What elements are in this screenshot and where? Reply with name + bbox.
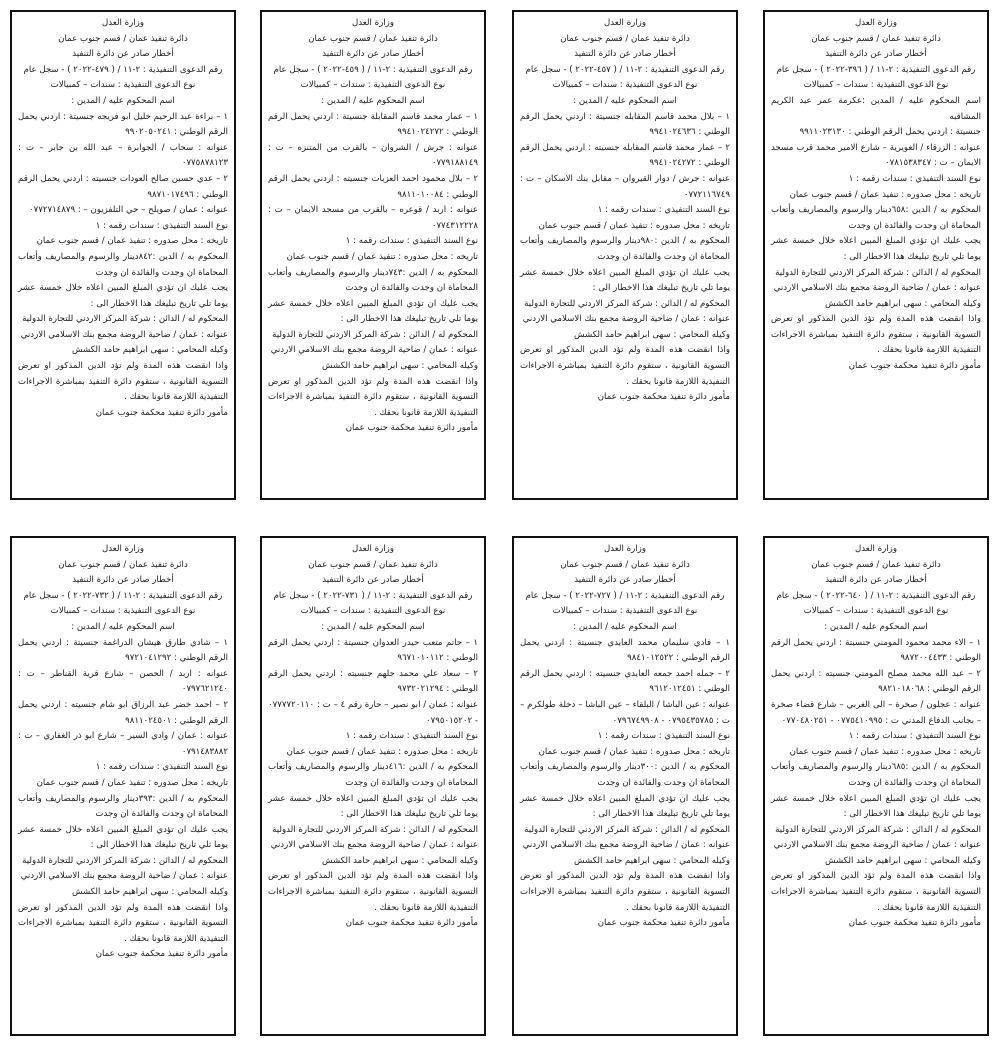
- debtor-details: عنوانه : عمان / وادي السير – شارع ابو ذر الغفاري – ت : ٠٧٩١٤٨٣٨٨٢: [18, 731, 228, 757]
- department-heading: دائرة تنفيذ عمان / قسم جنوب عمان: [308, 33, 438, 44]
- case-number: رقم الدعوى التنفيذية : ٢-١١ / ( ٤٥٩-٢٠٢٢ ) - سجل عام: [273, 64, 473, 75]
- debtor-details: ٢ – عدي حسين صالح العودات جنسيته : اردني يحمل الرقم الوطني : ٩٨٧١٠١٧٤٩٦: [18, 173, 228, 200]
- creditor: المحكوم له / الدائن : شركة المركز الاردني للتجارة الدولية: [22, 855, 228, 866]
- bond-type: نوع السند التنفيذي : سندات رقمه : ١: [597, 205, 730, 216]
- issue-place: تاريخه : محل صدوره : تنفيذ عمان / قسم جنوب عمان: [789, 189, 981, 200]
- creditor: المحكوم له / الدائن : شركة المركز الاردني للتجارة الدولية: [524, 298, 730, 309]
- creditor-lawyer: وكيله المحامي : سهى ابراهيم حامد الكشش: [72, 345, 228, 356]
- debtor-details: عنوانه : جرش / الشروان – بالقرب من المتنزه – ت : ٠٧٧٩١٨٨١٤٩: [268, 142, 478, 169]
- debtor-details: جنسيتة : اردني يحمل الرقم الوطني : ٩٩١١٠٢٣١٣٠: [799, 127, 981, 138]
- debtor-details: عنوانه : عمان / صويلح – حي التلفزيون – : ٠٧٧٢٧١٤٨٧٩: [28, 205, 228, 216]
- debtor-details: عنوانه : عمان / ابو نصير – حارة رقم ٤ – ت : ٠٧٧٧٧٢٠١١٠ - ٠٧٩٥٠١٥٢٠٢: [268, 699, 478, 726]
- execution-notice: [260, 536, 486, 1036]
- creditor: المحكوم له / الدائن : شركة المركز الاردني للتجارة الدولية: [272, 824, 478, 835]
- case-number: رقم الدعوى التنفيذية : ٢-١١ / ( ٤٥٧-٢٠٢٢ ) - سجل عام: [525, 64, 725, 75]
- bond-type: نوع السند التنفيذي : سندات رقمه : ١: [848, 173, 981, 184]
- case-number: رقم الدعوى التنفيذية : ٢-١١ / ( ٣٩٦-٢٠٢٢ ) - سجل عام: [776, 64, 976, 75]
- debtor-details: ١ – الاء محمد محمود المومني جنسيتة : اردني يحمل الرقم الوطني : ٩٨٧٢٠٠٤٤٣٣: [771, 637, 981, 664]
- ministry-heading: وزارة العدل: [102, 544, 144, 554]
- debtor-details: عنوانه : اربد / الحصن – شارع قرية القناطر – ت : ٠٧٩٧٦٢١٢٤٠: [18, 668, 228, 695]
- judgment-amount: المحكوم به / الدين :٨٤٢دينار والرسوم والمصاريف وأتعاب المحاماة ان وجدت والفائدة ان وجدت: [18, 251, 228, 278]
- debtor-label: اسم المحكوم عليه / المدين :: [573, 95, 677, 106]
- debtor-details: ١ – بلال محمد قاسم المقابله جنسيتة : اردني يحمل الرقم الوطني : ٩٩٤١٠٢٤٦٣٦: [520, 111, 730, 138]
- creditor: المحكوم له / الدائن : شركة المركز الاردني للتجارة الدولية: [524, 824, 730, 835]
- signature: مأمور دائرة تنفيذ محكمة جنوب عمان: [345, 918, 478, 929]
- case-type: نوع الدعوى التنفيذية : سندات – كمبيالات: [300, 80, 446, 91]
- execution-notice: [10, 536, 236, 1036]
- notice-title: أخطار صادر عن دائرة التنفيذ: [825, 49, 927, 60]
- creditor-address: عنوانه : عمان / ضاحية الروضة مجمع بنك الاسلامي الاردني: [270, 840, 478, 851]
- debtor-label: اسم المحكوم عليه / المدين :: [71, 95, 175, 106]
- notice-title: أخطار صادر عن دائرة التنفيذ: [825, 575, 927, 586]
- debtor-label: اسم المحكوم عليه / المدين :: [321, 621, 425, 632]
- bond-type: نوع السند التنفيذي : سندات رقمه : ١: [848, 731, 981, 742]
- execution-notice: [10, 10, 236, 500]
- signature: مأمور دائرة تنفيذ محكمة جنوب عمان: [597, 392, 730, 403]
- execution-notice: [763, 10, 989, 500]
- signature: مأمور دائرة تنفيذ محكمة جنوب عمان: [848, 361, 981, 372]
- issue-place: تاريخه : محل صدوره : تنفيذ عمان / قسم جنوب عمان: [286, 251, 478, 262]
- final-warning: واذا انقضت هذه المدة ولم تؤد الدين المذكور او تعرض التسوية القانونية ، ستقوم دائرة التنفيذ بمباشرة الاجراءات التنفيذية اللازمة قانونا بحقك .: [520, 871, 730, 913]
- debtor-label: اسم المحكوم عليه / المدين :: [824, 621, 928, 632]
- debtor-label: اسم المحكوم عليه / المدين :: [71, 621, 175, 632]
- debtor-details: ٢ – عبد الله محمد مصلح المومني جنسيته : اردني يحمل الرقم الوطني : ٩٨٢١٠١٨٠٦٨: [771, 668, 981, 695]
- creditor-lawyer: وكيله المحامي : سهى ابراهيم حامد الكشش: [825, 298, 981, 309]
- debtor-details: ١ – شادي طارق هيشان الدراغمة جنسيتة : اردني يحمل الرقم الوطني : ٩٧٢١٠٤١٢٩٢: [18, 637, 228, 664]
- bond-type: نوع السند التنفيذي : سندات رقمه : ١: [597, 731, 730, 742]
- debtor-details: ٢ – سعاد علي محمد جلهم جنسيته : اردني يحمل الرقم الوطني : ٩٧٣٢٠٢١٢٩٤: [268, 668, 478, 695]
- case-number: رقم الدعوى التنفيذية : ٢-١١ / ( ٧٣٢-٢٠٢٢ ) - سجل عام: [23, 590, 223, 601]
- notice-title: أخطار صادر عن دائرة التنفيذ: [72, 49, 174, 60]
- notice-title: أخطار صادر عن دائرة التنفيذ: [574, 575, 676, 586]
- case-number: رقم الدعوى التنفيذية : ٢-١١ / ( ٤٧٩-٢٠٢٢ ) - سجل عام: [23, 64, 223, 75]
- creditor-lawyer: وكيله المحامي : سهى ابراهيم حامد الكشش: [72, 887, 228, 898]
- case-number: رقم الدعوى التنفيذية : ٢-١١ / ( ٧٣١-٢٠٢٢ ) - سجل عام: [273, 590, 473, 601]
- judgment-amount: المحكوم به / الدين :٦٥٨دينار والرسوم والمصاريف وأتعاب المحاماة ان وجدت والفائدة ان وجدت: [771, 205, 981, 231]
- department-heading: دائرة تنفيذ عمان / قسم جنوب عمان: [58, 559, 188, 570]
- creditor-address: عنوانه : عمان / ضاحية الروضة مجمع بنك الاسلامي الاردني: [20, 329, 228, 340]
- debtor-details: ١ – فادي سليمان محمد العايدي جنسيتة : اردني يحمل الرقم الوطني : ٩٨٤١٠١٢٥٢٢: [520, 637, 730, 664]
- issue-place: تاريخه : محل صدوره : تنفيذ عمان / قسم جنوب عمان: [538, 746, 730, 757]
- department-heading: دائرة تنفيذ عمان / قسم جنوب عمان: [58, 33, 188, 44]
- debtor-details: ٢ – عمار محمد قاسم المقابله جنسيته : اردني يحمل الرقم الوطني : ٩٩٤١٠٢٤٢٧٢: [520, 142, 730, 169]
- debtor-details: عنوانه : عجلون / صخرة – الى الغربي – شارع قضاء صخرة – بجانب الدفاع المدني ت : ٠٧٧٥٤١٠٩٩٥ - ٠٧٧٠٤٨٠٢٥١: [771, 699, 981, 726]
- issue-place: تاريخه : محل صدوره : تنفيذ عمان / قسم جنوب عمان: [789, 746, 981, 757]
- creditor-lawyer: وكيله المحامي : سهى ابراهيم حامد الكشش: [322, 361, 478, 372]
- issue-place: تاريخه : محل صدوره : تنفيذ عمان / قسم جنوب عمان: [538, 220, 730, 231]
- signature: مأمور دائرة تنفيذ محكمة جنوب عمان: [95, 407, 228, 418]
- creditor-address: عنوانه : عمان / ضاحية الروضة مجمع بنك الاسلامي الاردني: [270, 345, 478, 356]
- debtor-details: ٢ – جمله احمد جمعه العايدي جنسيته : اردني يحمل الرقم الوطني : ٩٦١٢٠١٢٤٥١: [520, 668, 730, 695]
- case-type: نوع الدعوى التنفيذية : سندات – كمبيالات: [803, 80, 949, 91]
- creditor-lawyer: وكيله المحامي : سهى ابراهيم حامد الكشش: [322, 855, 478, 866]
- case-type: نوع الدعوى التنفيذية : سندات – كمبيالات: [50, 606, 196, 617]
- debtor-details: ٢ – بلال محمود احمد العزبات جنسيته : اردني يحمل الرقم الوطني : ٩٨١١٠١٠٠٨٤: [268, 173, 478, 200]
- payment-warning: يجب عليك ان تؤدي المبلغ المبين اعلاه خلال خمسة عشر يوما تلي تاريخ تبليغك هذا الاخطار الى :: [771, 236, 981, 262]
- case-type: نوع الدعوى التنفيذية : سندات – كمبيالات: [552, 606, 698, 617]
- creditor: المحكوم له / الدائن : شركة المركز الاردني للتجارة الدولية: [272, 329, 478, 340]
- judgment-amount: المحكوم به / الدين :٩٨٠دينار والرسوم والمصاريف وأتعاب المحاماة ان وجدت والفائدة ان وجدت: [520, 236, 730, 262]
- final-warning: واذا انقضت هذه المدة ولم تؤد الدين المذكور او تعرض التسوية القانونية ، ستقوم دائرة التنفيذ بمباشرة الاجراءات التنفيذية اللازمة قانونا بحقك .: [268, 871, 478, 913]
- payment-warning: يجب عليك ان تؤدي المبلغ المبين اعلاه خلال خمسة عشر يوما تلي تاريخ تبليغك هذا الاخطار الى :: [268, 298, 478, 325]
- creditor-lawyer: وكيله المحامي : سهى ابراهيم حامد الكشش: [825, 855, 981, 866]
- creditor: المحكوم له / الدائن : شركة المركز الاردني للتجارة الدولية: [775, 267, 981, 278]
- ministry-heading: وزارة العدل: [855, 544, 897, 554]
- creditor-address: عنوانه : عمان / ضاحية الروضة مجمع بنك الاسلامي الاردني: [20, 871, 228, 882]
- debtor-details: عنوانه : سحاب / الجوابرة – عبد الله بن جابر – ت : ٠٧٧٥٨٧٨١٢٣: [18, 142, 228, 169]
- notice-title: أخطار صادر عن دائرة التنفيذ: [322, 575, 424, 586]
- department-heading: دائرة تنفيذ عمان / قسم جنوب عمان: [560, 559, 690, 570]
- case-number: رقم الدعوى التنفيذية : ٢-١١ / ( ٦٤٠-٢٠٢٢ ) - سجل عام: [776, 590, 976, 601]
- final-warning: واذا انقضت هذه المدة ولم تؤد الدين المذكور او تعرض التسوية القانونية ، ستقوم دائرة التنفيذ بمباشرة الاجراءات التنفيذية اللازمة قانونا بحقك .: [771, 314, 981, 356]
- creditor-address: عنوانه : عمان / ضاحية الروضة مجمع بنك الاسلامي الاردني: [773, 840, 981, 851]
- execution-notice: [512, 10, 738, 500]
- ministry-heading: وزارة العدل: [352, 18, 394, 28]
- execution-notice: [512, 536, 738, 1036]
- payment-warning: يجب عليك ان تؤدي المبلغ المبين اعلاه خلال خمسة عشر يوما تلي تاريخ تبليغك هذا الاخطار الى :: [520, 793, 730, 820]
- debtor-details: ١ – براءة عبد الرحيم خليل ابو فريجه جنسيتة : اردني يحمل الرقم الوطني : ٩٩٠٢٠٥٠٢٤١: [18, 111, 228, 138]
- creditor: المحكوم له / الدائن : شركة المركز الاردني للتجارة الدولية: [22, 314, 228, 325]
- department-heading: دائرة تنفيذ عمان / قسم جنوب عمان: [811, 33, 941, 44]
- payment-warning: يجب عليك ان تؤدي المبلغ المبين اعلاه خلال خمسة عشر يوما تلي تاريخ تبليغك هذا الاخطار الى :: [18, 283, 228, 309]
- judgment-amount: المحكوم به / الدين :٣٩٣دينار والرسوم والمصاريف وأتعاب المحاماة ان وجدت والفائدة ان وجدت: [18, 793, 228, 820]
- final-warning: واذا انقضت هذه المدة ولم تؤد الدين المذكور او تعرض التسوية القانونية ، ستقوم دائرة التنفيذ بمباشرة الاجراءات التنفيذية اللازمة قانونا بحقك .: [268, 376, 478, 418]
- execution-notice: [260, 10, 486, 500]
- case-type: نوع الدعوى التنفيذية : سندات – كمبيالات: [50, 80, 196, 91]
- execution-notice: [763, 536, 989, 1036]
- debtor-details: عنوانه : اربد / قوعره – بالقرب من مسجد الايمان – ت : ٠٧٧٤٣١٢٢٢٨: [268, 205, 478, 231]
- notice-title: أخطار صادر عن دائرة التنفيذ: [574, 49, 676, 60]
- creditor-address: عنوانه : عمان / ضاحية الروضة مجمع بنك الاسلامي الاردني: [773, 283, 981, 294]
- judgment-amount: المحكوم به / الدين :٤١٦دينار والرسوم والمصاريف وأتعاب المحاماة ان وجدت والفائدة ان وجدت: [268, 762, 478, 788]
- debtor-details: ٢ – احمد خضر عبد الرزاق ابو شام جنسيته : اردني يحمل الرقم الوطني : ٩٨١١٠٢٤٥٠١: [18, 699, 228, 726]
- ministry-heading: وزارة العدل: [604, 18, 646, 28]
- signature: مأمور دائرة تنفيذ محكمة جنوب عمان: [848, 918, 981, 929]
- debtor-label: اسم المحكوم عليه / المدين :عكرمة عمر عبد الكريم المشاقبه: [771, 95, 981, 122]
- debtor-details: عنوانه : جرش / دوار القيروان – مقابل بنك الاسكان – ت : ٠٧٧٢١١٦٧٤٩: [520, 173, 730, 200]
- ministry-heading: وزارة العدل: [352, 544, 394, 554]
- bond-type: نوع السند التنفيذي : سندات رقمه : ١: [95, 762, 228, 773]
- creditor-lawyer: وكيله المحامي : سهى ابراهيم حامد الكشش: [574, 329, 730, 340]
- payment-warning: يجب عليك ان تؤدي المبلغ المبين اعلاه خلال خمسة عشر يوما تلي تاريخ تبليغك هذا الاخطار الى :: [520, 267, 730, 294]
- ministry-heading: وزارة العدل: [102, 18, 144, 28]
- judgment-amount: المحكوم به / الدين :٦٨٥دينار والرسوم والمصاريف وأتعاب المحاماة ان وجدت والفائدة ان وجدت: [771, 762, 981, 788]
- final-warning: واذا انقضت هذه المدة ولم تؤد الدين المذكور او تعرض التسوية القانونية ، ستقوم دائرة التنفيذ بمباشرة الاجراءات التنفيذية اللازمة قانونا بحقك .: [771, 871, 981, 913]
- department-heading: دائرة تنفيذ عمان / قسم جنوب عمان: [308, 559, 438, 570]
- final-warning: واذا انقضت هذه المدة ولم تؤد الدين المذكور او تعرض التسوية القانونية ، ستقوم دائرة التنفيذ بمباشرة الاجراءات التنفيذية اللازمة قانونا بحقك .: [18, 361, 228, 403]
- signature: مأمور دائرة تنفيذ محكمة جنوب عمان: [597, 918, 730, 929]
- debtor-details: عنوانه : عين الباشا / البلقاء – عين الباشا – دخلة طولكرم – ت : ٠٧٩٥٤٣٥٧٨٥ - ٠٧٩٦٧٤٩٩٠٨: [520, 699, 730, 726]
- judgment-amount: المحكوم به / الدين :٧٤٣دينار والرسوم والمصاريف وأتعاب المحاماة ان وجدت والفائدة ان وجدت: [268, 267, 478, 294]
- creditor: المحكوم له / الدائن : شركة المركز الاردني للتجارة الدولية: [775, 824, 981, 835]
- bond-type: نوع السند التنفيذي : سندات رقمه : ١: [95, 220, 228, 231]
- bond-type: نوع السند التنفيذي : سندات رقمه : ١: [345, 236, 478, 247]
- bond-type: نوع السند التنفيذي : سندات رقمه : ١: [345, 731, 478, 742]
- notice-title: أخطار صادر عن دائرة التنفيذ: [322, 49, 424, 60]
- issue-place: تاريخه : محل صدوره : تنفيذ عمان / قسم جنوب عمان: [286, 746, 478, 757]
- debtor-label: اسم المحكوم عليه / المدين :: [321, 95, 425, 106]
- creditor-lawyer: وكيله المحامي : سهى ابراهيم حامد الكشش: [574, 855, 730, 866]
- debtor-details: عنوانه : الزرقاء / الغويرية – شارع الامير محمد قرب مسجد الايمان – ت : ٠٧٨١٥٣٨٣٤٧: [771, 142, 981, 169]
- signature: مأمور دائرة تنفيذ محكمة جنوب عمان: [345, 423, 478, 434]
- case-type: نوع الدعوى التنفيذية : سندات – كمبيالات: [803, 606, 949, 617]
- creditor-address: عنوانه : عمان / ضاحية الروضة مجمع بنك الاسلامي الاردني: [522, 314, 730, 325]
- ministry-heading: وزارة العدل: [855, 18, 897, 28]
- debtor-details: ١ – عمار محمد قاسم المقابلة جنسيتة : اردني يحمل الرقم الوطني : ٩٩٤١٠٢٤٢٧٢: [268, 111, 478, 138]
- issue-place: تاريخه : محل صدوره : تنفيذ عمان / قسم جنوب عمان: [36, 236, 228, 247]
- ministry-heading: وزارة العدل: [604, 544, 646, 554]
- debtor-details: ١ – حاتم متعب حيدر العدوان جنسيتة : اردني يحمل الرقم الوطني : ٩٦٧١٠١٠١١٢: [268, 637, 478, 664]
- debtor-label: اسم المحكوم عليه / المدين :: [573, 621, 677, 632]
- notice-title: أخطار صادر عن دائرة التنفيذ: [72, 575, 174, 586]
- payment-warning: يجب عليك ان تؤدي المبلغ المبين اعلاه خلال خمسة عشر يوما تلي تاريخ تبليغك هذا الاخطار الى :: [268, 793, 478, 820]
- case-type: نوع الدعوى التنفيذية : سندات – كمبيالات: [300, 606, 446, 617]
- department-heading: دائرة تنفيذ عمان / قسم جنوب عمان: [560, 33, 690, 44]
- judgment-amount: المحكوم به / الدين :٣٠٠دينار والرسوم والمصاريف وأتعاب المحاماة ان وجدت والفائدة ان وجدت: [520, 762, 730, 788]
- issue-place: تاريخه : محل صدوره : تنفيذ عمان / قسم جنوب عمان: [36, 777, 228, 788]
- final-warning: واذا انقضت هذه المدة ولم تؤد الدين المذكور او تعرض التسوية القانونية ، ستقوم دائرة التنفيذ بمباشرة الاجراءات التنفيذية اللازمة قانونا بحقك .: [18, 902, 228, 944]
- final-warning: واذا انقضت هذه المدة ولم تؤد الدين المذكور او تعرض التسوية القانونية ، ستقوم دائرة التنفيذ بمباشرة الاجراءات التنفيذية اللازمة قانونا بحقك .: [520, 345, 730, 387]
- department-heading: دائرة تنفيذ عمان / قسم جنوب عمان: [811, 559, 941, 570]
- signature: مأمور دائرة تنفيذ محكمة جنوب عمان: [95, 949, 228, 960]
- payment-warning: يجب عليك ان تؤدي المبلغ المبين اعلاه خلال خمسة عشر يوما تلي تاريخ تبليغك هذا الاخطار الى :: [18, 824, 228, 851]
- case-type: نوع الدعوى التنفيذية : سندات – كمبيالات: [552, 80, 698, 91]
- creditor-address: عنوانه : عمان / ضاحية الروضة مجمع بنك الاسلامي الاردني: [522, 840, 730, 851]
- payment-warning: يجب عليك ان تؤدي المبلغ المبين اعلاه خلال خمسة عشر يوما تلي تاريخ تبليغك هذا الاخطار الى :: [771, 793, 981, 820]
- case-number: رقم الدعوى التنفيذية : ٢-١١ / ( ٧٢٧-٢٠٢٢ ) - سجل عام: [525, 590, 725, 601]
